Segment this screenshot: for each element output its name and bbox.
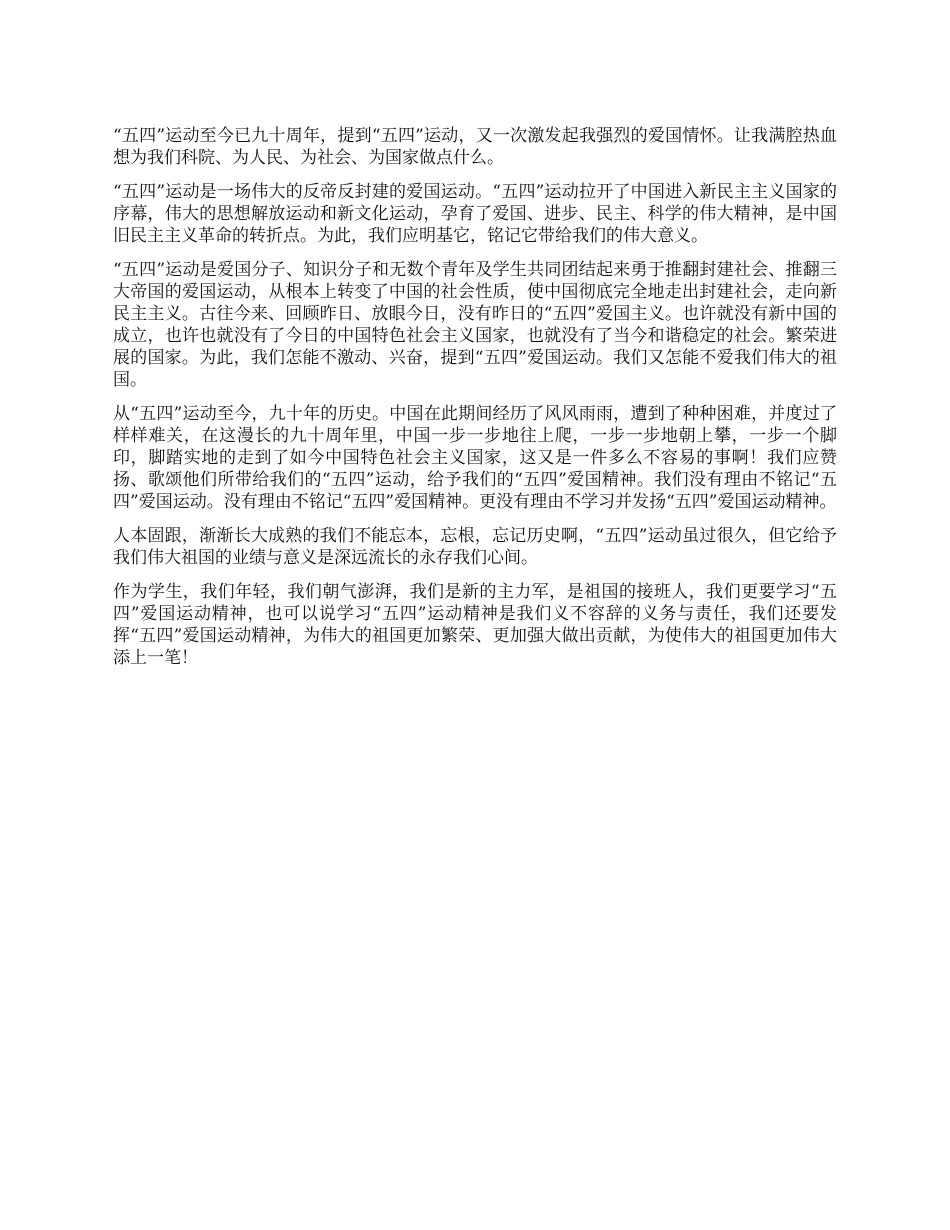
- document-body: [113, 125, 837, 681]
- paragraph-3: “五四”运动是爱国分子、知识分子和无数个青年及学生共同团结起来勇于推翻封建社会、推翻三大帝国的爱国运动，从根本上转变了中国的社会性质，使中国彻底完全地走出封建社会，走向新民主主义。古往今来、回顾昨日、放眼今日，没有昨日的“五四”爱国主义。也许就没有新中国的成立，也许也就没有了今日的中国特色社会主义国家，也就没有了当今和谐稳定的社会。繁荣进展的国家。为此，我们怎能不激动、兴奋，提到“五四”爱国运动。我们又怎能不爱我们伟大的祖国。: [113, 260, 837, 390]
- paragraph-5: 人本固跟，渐渐长大成熟的我们不能忘本，忘根，忘记历史啊，“五四”运动虽过很久，但它给予我们伟大祖国的业绩与意义是深远流长的永存我们心间。: [113, 526, 837, 568]
- paragraph-1: “五四”运动至今已九十周年，提到“五四”运动，又一次激发起我强烈的爱国情怀。让我满腔热血想为我们科院、为人民、为社会、为国家做点什么。: [113, 126, 837, 168]
- paragraph-2: “五四”运动是一场伟大的反帝反封建的爱国运动。“五四”运动拉开了中国进入新民主主义国家的序幕，伟大的思想解放运动和新文化运动，孕育了爱国、进步、民主、科学的伟大精神，是中国旧民主主义革命的转折点。为此，我们应明基它，铭记它带给我们的伟大意义。: [113, 182, 837, 246]
- paragraph-4: 从“五四”运动至今，九十年的历史。中国在此期间经历了风风雨雨，遭到了种种困难，并度过了样样难关，在这漫长的九十周年里，中国一步一步地往上爬，一步一步地朝上攀，一步一个脚印，脚踏实地的走到了如今中国特色社会主义国家，这又是一件多么不容易的事啊！我们应赞扬、歌颂他们所带给我们的“五四”运动，给予我们的“五四”爱国精神。我们没有理由不铭记“五四”爱国运动。没有理由不铭记“五四”爱国精神。更没有理由不学习并发扬“五四”爱国运动精神。: [113, 404, 837, 512]
- paragraph-6: 作为学生，我们年轻，我们朝气澎湃，我们是新的主力军，是祖国的接班人，我们更要学习“五四”爱国运动精神，也可以说学习“五四”运动精神是我们义不容辞的义务与责任，我们还要发挥“五四”爱国运动精神，为伟大的祖国更加繁荣、更加强大做出贡献，为使伟大的祖国更加伟大添上一笔！: [113, 582, 837, 668]
